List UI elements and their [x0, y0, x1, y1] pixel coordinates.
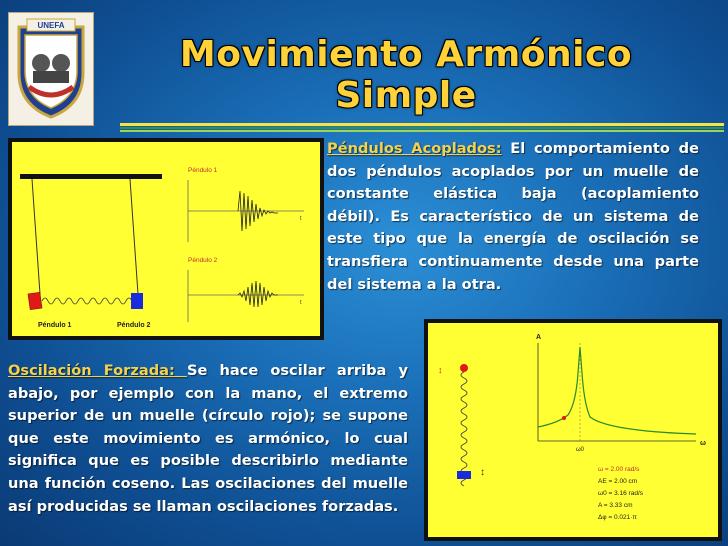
- coupled-pendulums-figure: [8, 138, 324, 340]
- oscillation-arrow-icon: ↕: [480, 467, 485, 478]
- readout-omega0: ω0 = 3.16 rad/s: [598, 490, 644, 497]
- resonance-curve: [538, 347, 696, 434]
- graph2-t-axis: t: [300, 300, 302, 306]
- readout-amplitude: A = 3.33 cm: [598, 502, 633, 509]
- forced-oscillation-text: [8, 360, 408, 518]
- forced-oscillation-heading: Oscilación Forzada:: [8, 362, 187, 379]
- readout-phase: Δφ = 0.021·π: [598, 514, 637, 521]
- title-rule: [120, 127, 724, 129]
- logo-text: UNEFA: [37, 21, 65, 30]
- up-down-arrow-icon: ↕: [438, 365, 443, 375]
- graph1-title: Péndulo 1: [188, 167, 218, 174]
- driver-circle: [460, 364, 468, 372]
- title-rule: [120, 123, 724, 126]
- coupled-pendulums-text: [327, 138, 699, 296]
- coupled-pendulums-heading: Péndulos Acoplados:: [327, 140, 502, 157]
- readout-omega: ω = 2.00 rad/s: [598, 466, 640, 473]
- forced-oscillation-body: Se hace oscilar arriba y abajo, por ejemplo con la mano, el extremo superior de un muelle (círculo rojo); se supone que este movimiento es armónico, lo cual significa que es posible describirlo mediante una función coseno. Las oscilaciones del muelle así producidas se llaman oscilaciones forzadas.: [8, 362, 408, 515]
- y-axis-label: A: [536, 334, 542, 341]
- coupled-pendulums-body: El comportamiento de dos péndulos acoplados por un muelle de constante elástica baja (acoplamiento débil). Es característico de un sistema de este tipo que la energía de oscilación se transfiera continuamente desde una parte del sistema a la otra.: [327, 140, 699, 293]
- graph2-title: Péndulo 2: [188, 257, 218, 264]
- forced-oscillation-figure: [424, 319, 722, 541]
- graph1-t-axis: t: [300, 216, 302, 222]
- readout-ae: AE = 2.00 cm: [598, 478, 638, 485]
- x-axis-label: ω: [700, 440, 706, 447]
- university-logo: [8, 12, 94, 126]
- x-tick-label: ω0: [576, 447, 585, 453]
- title-rule: [120, 130, 724, 132]
- pendulum1-label: Péndulo 1: [38, 322, 72, 329]
- slide-title: Movimiento Armónico Simple: [179, 34, 633, 116]
- pendulum2-label: Péndulo 2: [117, 322, 151, 329]
